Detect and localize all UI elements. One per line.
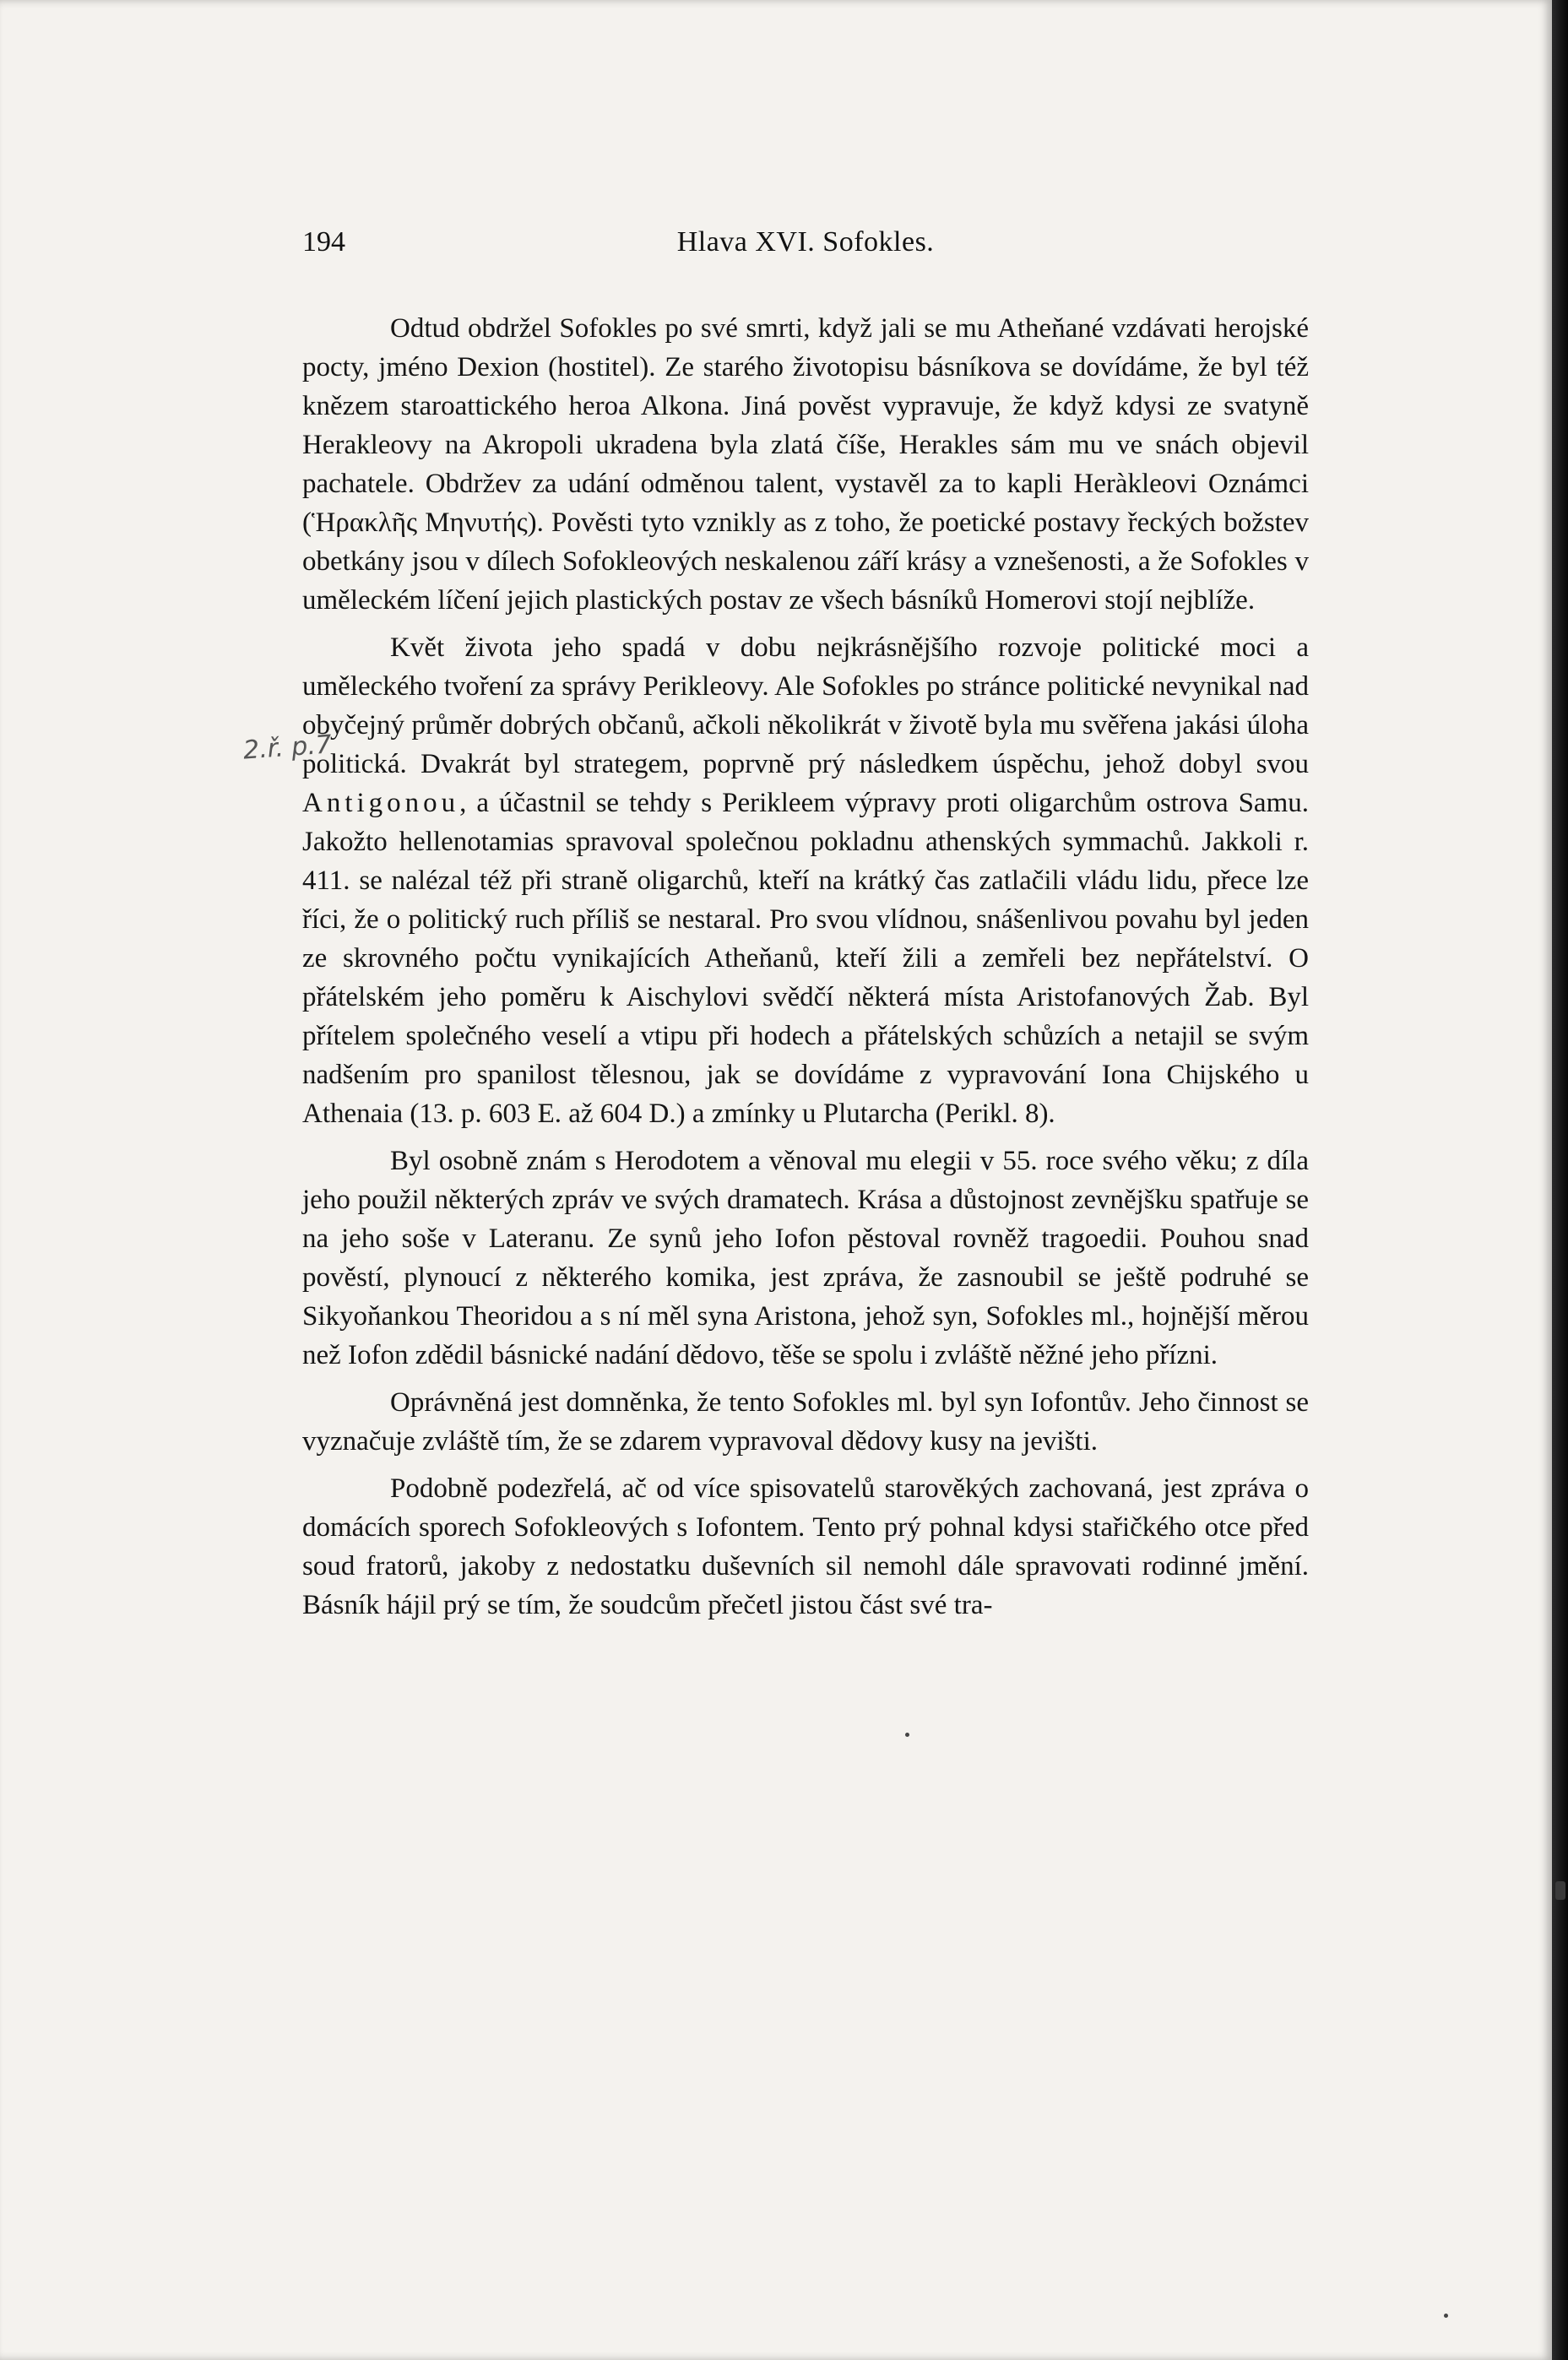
paragraph-2-part-1: Květ života jeho spadá v dobu nejkrásnějšího rozvoje politické moci a uměleckého tvoření za správy Perikleovy. Ale Sofokles po stránce politické nevynikal nad obyčejný průměr dobrých občanů, ačkoli několikrát v životě byla mu svěřena jakási úloha politická. Dvakrát byl strategem, poprvně prý následkem úspěchu, jehož dobyl svou: [302, 632, 1309, 779]
handwritten-margin-note: 2.ř. p.7: [241, 730, 334, 766]
paragraph-4: Oprávněná jest domněnka, že tento Sofokles ml. byl syn Iofontův. Jeho činnost se vyznačuje zvláště tím, že se zdarem vypravoval dědovy kusy na jevišti.: [302, 1387, 1309, 1457]
edge-mark: [1555, 1881, 1565, 1900]
paragraph-3: Byl osobně znám s Herodotem a věnoval mu elegii v 55. roce svého věku; z díla jeho použil některých zpráv ve svých dramatech. Krása a důstojnost zevnějšku spatřuje se na jeho soše v Lateranu. Ze synů jeho Iofon pěstoval rovněž tragoedii. Pouhou snad pověstí, plynoucí z některého komika, jest zpráva, že zasnoubil se ještě podruhé se Sikyoňankou Theoridou a s ní měl syna Aristona, jehož syn, Sofokles ml., hojnější měrou než Iofon zdědil básnické nadání dědovo, těše se spolu i zvláště něžné jeho přízni.: [302, 1146, 1309, 1370]
running-title: Hlava XVI. Sofokles.: [676, 226, 935, 258]
paragraph-5: Podobně podezřelá, ač od více spisovatelů starověkých zachovaná, jest zpráva o domácích sporech Sofokleových s Iofontem. Tento prý pohnal kdysi stařičkého otce před soud fratorů, jakoby z nedostatku duševních sil nemohl dále spravovati rodinné jmění. Básník hájil prý se tím, že soudcům přečetl jistou část své tra-: [302, 1473, 1309, 1620]
body-text: [302, 309, 1309, 1625]
page-header: [302, 226, 1309, 263]
ink-speck: [1444, 2314, 1448, 2318]
ink-speck: [905, 1733, 909, 1737]
page-edge-shadow: [1552, 0, 1568, 2360]
page-number: 194: [302, 226, 345, 258]
paragraph-1: Odtud obdržel Sofokles po své smrti, když jali se mu Atheňané vzdávati herojské pocty, jméno Dexion (hostitel). Ze starého životopisu básníkova se dovídáme, že byl též knězem staroattického heroa Alkona. Jiná pověst vypravuje, že když kdysi ze svatyně Herakleovy na Akropoli ukradena byla zlatá číše, Herakles sám mu ve snách objevil pachatele. Obdržev za udání odměnou talent, vystavěl za to kapli Heràkleovi Oznámci (Ἡρακλῆς Μηνυτής). Pověsti tyto vznikly as z toho, že poetické postavy řeckých božstev obetkány jsou v dílech Sofokleových neskalenou září krásy a vznešenosti, a že Sofokles v uměleckém líčení jejich plastických postav ze všech básníků Homerovi stojí nejblíže.: [302, 313, 1309, 616]
paragraph-2: [302, 628, 1309, 1133]
spaced-word-antigonou: Antigonou: [302, 788, 460, 818]
paragraph-2-part-2: , a účastnil se tehdy s Perikleem výpravy proti oligarchům ostrova Samu. Jakožto hellenotamias spravoval společnou pokladnu athenských symmachů. Jakkoli r. 411. se nalézal též při straně oligarchů, kteří na krátký čas zatlačili vládu lidu, přece lze říci, že o politický ruch příliš se nestaral. Pro svou vlídnou, snášenlivou povahu byl jeden ze skrovného počtu vynikajících Atheňanů, kteří žili a zemřeli bez nepřátelství. O přátelském jeho poměru k Aischylovi svědčí některá místa Aristofanových Žab. Byl přítelem společného veselí a vtipu při hodech a přátelských schůzích a netajil se svým nadšením pro spanilost tělesnou, jak se dovídáme z vypravování Iona Chijského u Athenaia (13. p. 603 E. až 604 D.) a zmínky u Plutarcha (Perikl. 8).: [302, 788, 1309, 1129]
